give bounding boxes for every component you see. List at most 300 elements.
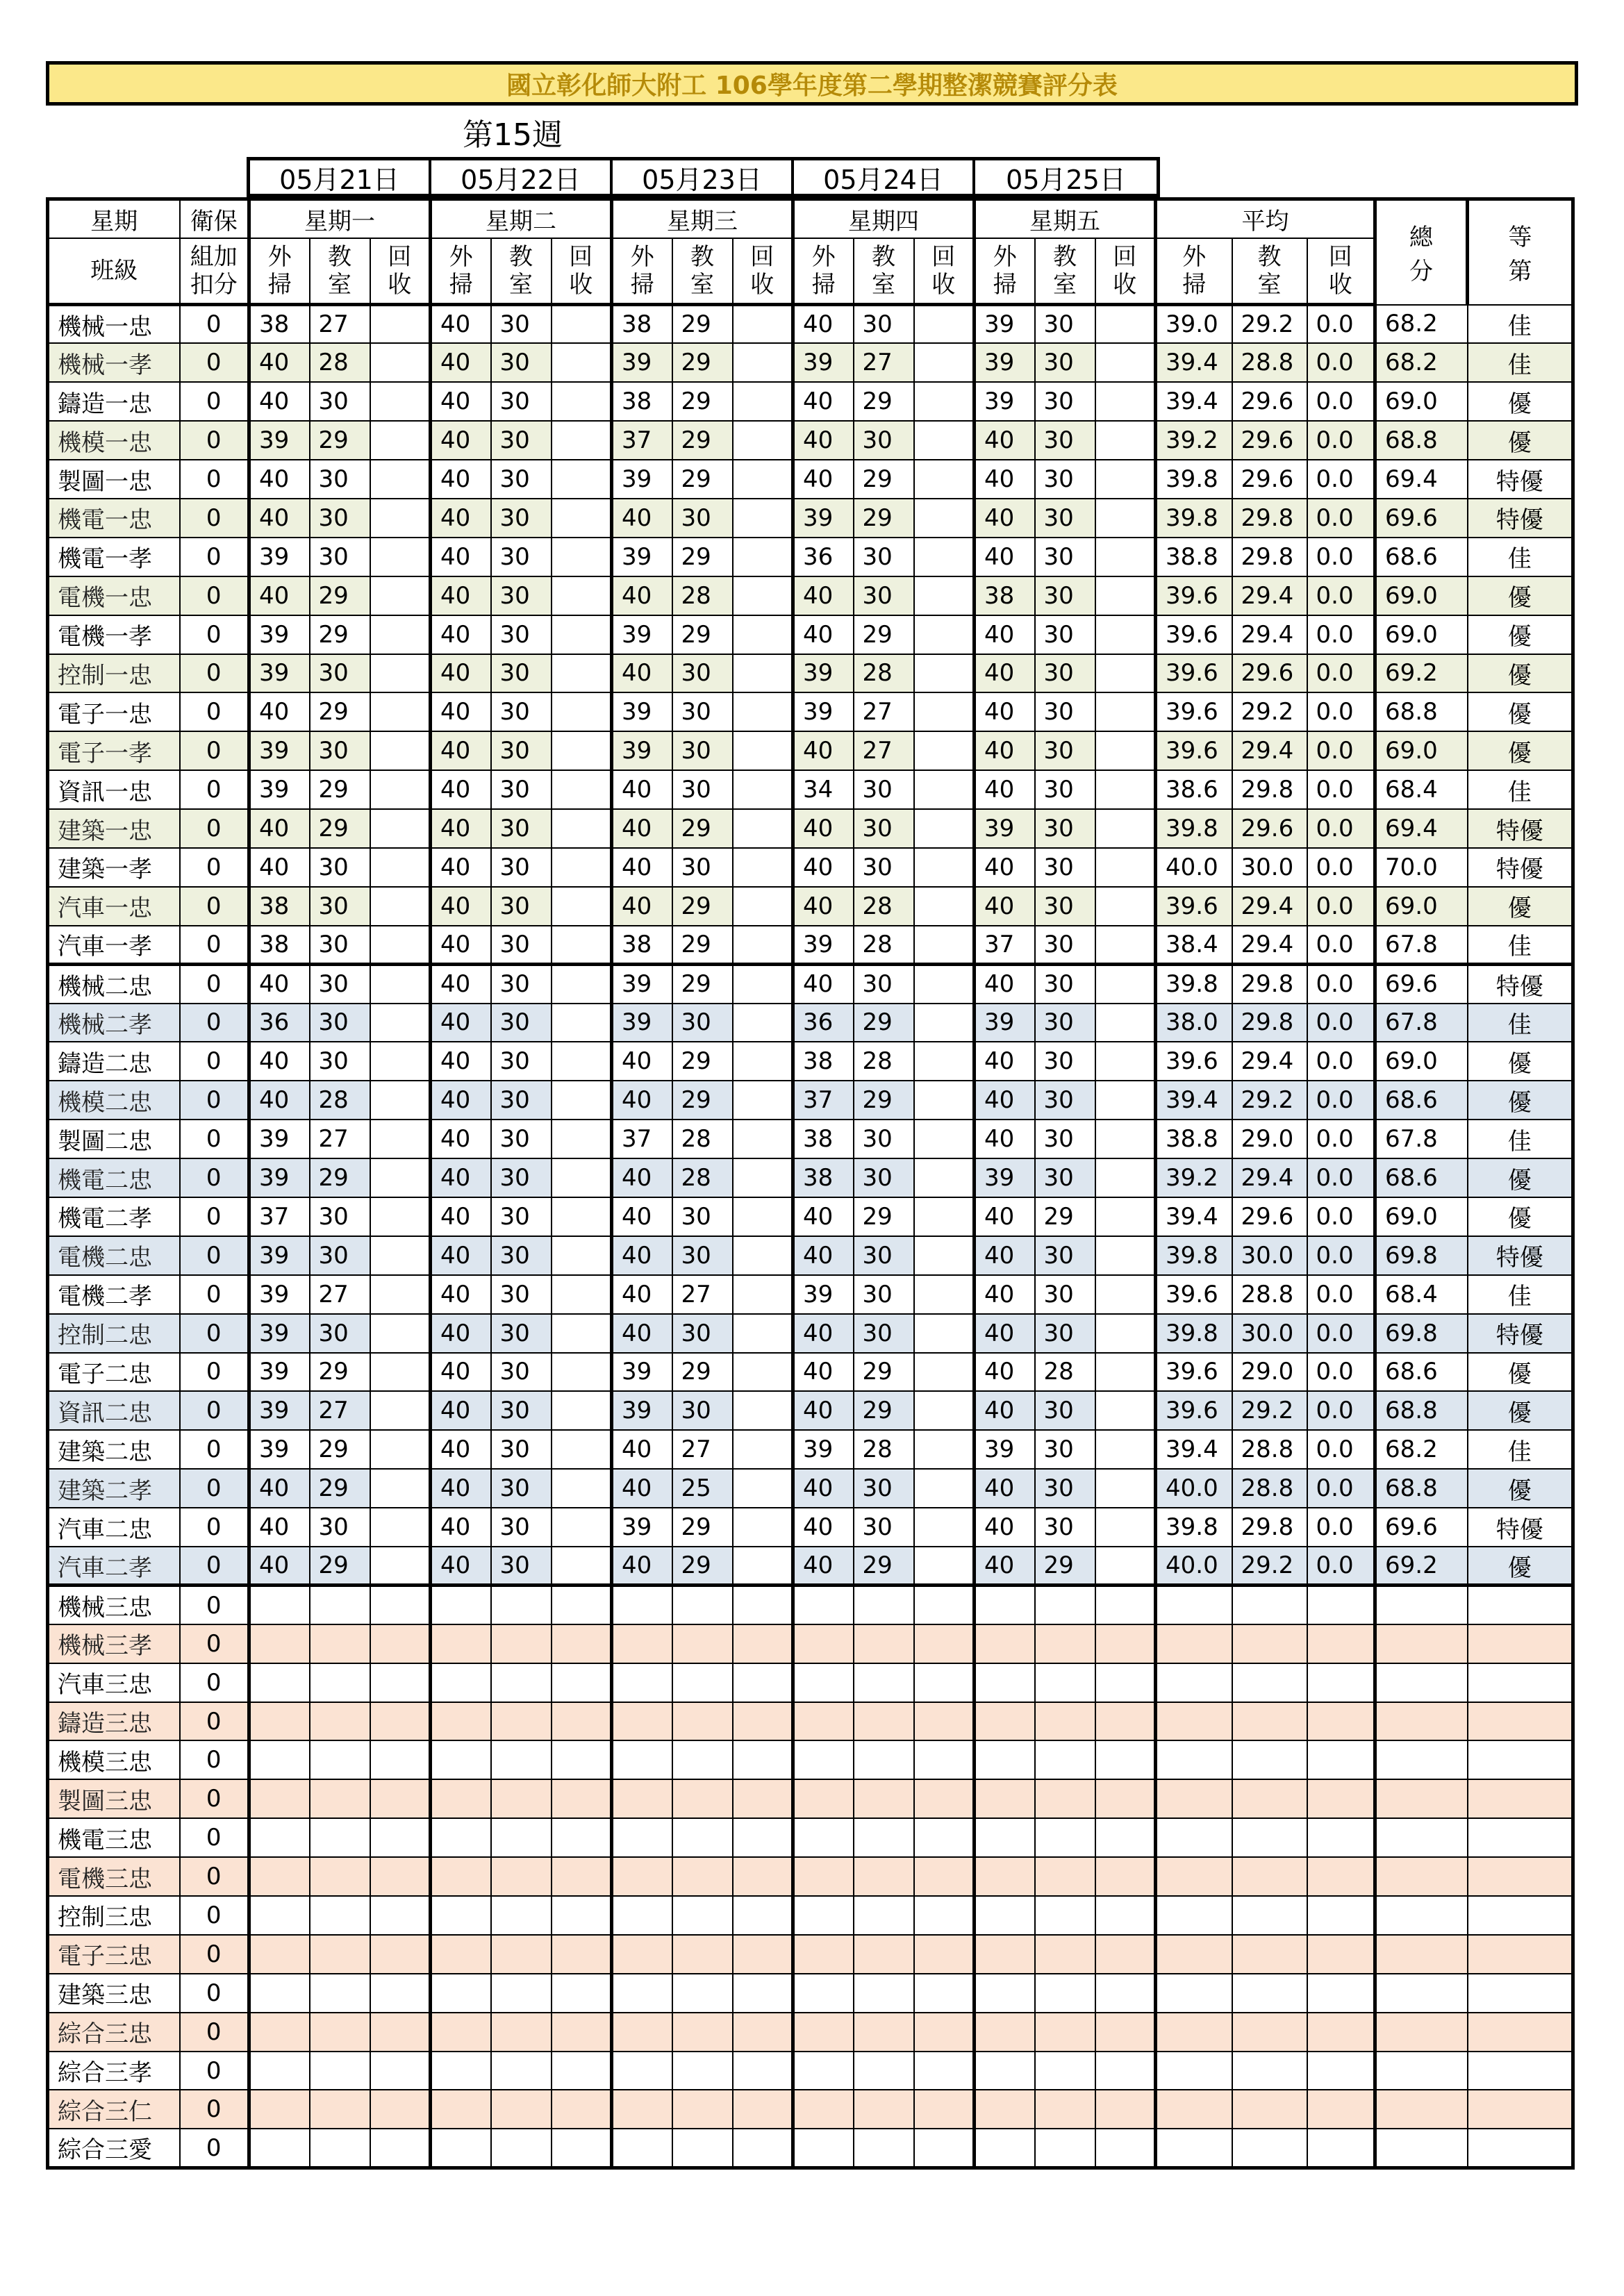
day-score-cell: 30 bbox=[1035, 1236, 1095, 1275]
day-score-cell: 39 bbox=[793, 1430, 854, 1469]
day-score-cell: 38 bbox=[793, 1120, 854, 1158]
day-score-cell: 29 bbox=[672, 460, 733, 499]
average-cell: 0.0 bbox=[1307, 305, 1375, 344]
average-cell: 29.6 bbox=[1232, 1197, 1307, 1236]
day-score-cell: 30 bbox=[854, 965, 914, 1004]
grade-value: 優 bbox=[1468, 1081, 1573, 1120]
day-score-cell bbox=[733, 1896, 793, 1935]
day-score-cell: 30 bbox=[1035, 770, 1095, 809]
day-score-cell: 30 bbox=[491, 1508, 552, 1547]
day-score-cell: 39 bbox=[249, 1353, 310, 1392]
day-score-cell: 40 bbox=[431, 1391, 491, 1430]
day-score-cell: 39 bbox=[249, 1314, 310, 1353]
day-score-cell bbox=[733, 809, 793, 848]
day-score-cell bbox=[431, 1586, 491, 1624]
grade-value: 佳 bbox=[1468, 343, 1573, 382]
day-score-cell: 30 bbox=[310, 1236, 370, 1275]
day-score-cell bbox=[914, 809, 975, 848]
day-score-cell bbox=[431, 1624, 491, 1663]
day-score-cell bbox=[975, 1663, 1035, 1702]
average-cell: 39.6 bbox=[1156, 1042, 1232, 1081]
day-score-cell bbox=[854, 1935, 914, 1974]
day-score-cell bbox=[552, 1120, 612, 1158]
day-score-cell bbox=[733, 1430, 793, 1469]
day-score-cell: 40 bbox=[793, 576, 854, 615]
sub-header-line2: 掃 bbox=[630, 270, 654, 299]
day-score-cell bbox=[914, 1004, 975, 1042]
day-score-cell: 40 bbox=[975, 770, 1035, 809]
weekday-label: 星期二 bbox=[431, 199, 612, 238]
day-score-cell: 29 bbox=[672, 809, 733, 848]
average-cell: 39.4 bbox=[1156, 1197, 1232, 1236]
day-score-cell bbox=[733, 1935, 793, 1974]
total-score bbox=[1375, 1857, 1468, 1896]
grade-value bbox=[1468, 2052, 1573, 2090]
day-score-cell: 29 bbox=[310, 1430, 370, 1469]
deduct-score: 0 bbox=[180, 1158, 249, 1197]
total-score bbox=[1375, 1624, 1468, 1663]
average-cell: 0.0 bbox=[1307, 809, 1375, 848]
day-score-cell bbox=[310, 2052, 370, 2090]
day-score-cell bbox=[1095, 615, 1156, 654]
day-score-cell bbox=[1095, 1663, 1156, 1702]
average-cell: 0.0 bbox=[1307, 1120, 1375, 1158]
day-score-cell bbox=[793, 1586, 854, 1624]
day-score-cell bbox=[1095, 965, 1156, 1004]
day-score-cell: 40 bbox=[249, 1547, 310, 1586]
table-row bbox=[48, 926, 1573, 965]
day-score-cell bbox=[733, 1586, 793, 1624]
day-score-cell: 30 bbox=[854, 421, 914, 460]
grade-value: 特優 bbox=[1468, 1314, 1573, 1353]
day-score-cell: 30 bbox=[1035, 965, 1095, 1004]
total-score: 68.2 bbox=[1375, 343, 1468, 382]
day-score-cell: 30 bbox=[1035, 654, 1095, 693]
day-score-cell: 40 bbox=[249, 460, 310, 499]
day-score-cell bbox=[370, 1275, 431, 1314]
day-score-cell bbox=[914, 1042, 975, 1081]
day-score-cell bbox=[310, 1740, 370, 1779]
grade-value: 優 bbox=[1468, 382, 1573, 421]
day-score-cell bbox=[914, 1857, 975, 1896]
sub-header bbox=[793, 238, 854, 305]
sub-header-line1: 教 bbox=[690, 242, 714, 271]
day-score-cell bbox=[914, 1624, 975, 1663]
day-score-cell bbox=[612, 1974, 672, 2013]
day-score-cell bbox=[1095, 1004, 1156, 1042]
grade-value: 優 bbox=[1468, 1042, 1573, 1081]
day-score-cell bbox=[1035, 1740, 1095, 1779]
total-score bbox=[1375, 1740, 1468, 1779]
sub-header bbox=[975, 238, 1035, 305]
day-score-cell bbox=[552, 1430, 612, 1469]
table-row bbox=[48, 1896, 1573, 1935]
average-cell: 40.0 bbox=[1156, 1547, 1232, 1586]
deduct-score: 0 bbox=[180, 1935, 249, 1974]
total-score: 68.4 bbox=[1375, 1275, 1468, 1314]
total-score: 69.0 bbox=[1375, 1197, 1468, 1236]
day-score-cell bbox=[431, 1896, 491, 1935]
average-cell bbox=[1232, 1896, 1307, 1935]
deduct-score: 0 bbox=[180, 1391, 249, 1430]
class-name: 電子一忠 bbox=[48, 692, 180, 731]
class-name: 電機一忠 bbox=[48, 576, 180, 615]
average-cell: 39.2 bbox=[1156, 421, 1232, 460]
day-score-cell: 29 bbox=[854, 499, 914, 538]
average-cell bbox=[1307, 1663, 1375, 1702]
total-score bbox=[1375, 2052, 1468, 2090]
table-row bbox=[48, 1120, 1573, 1158]
day-score-cell bbox=[552, 1197, 612, 1236]
day-score-cell bbox=[431, 1974, 491, 2013]
day-score-cell bbox=[552, 965, 612, 1004]
average-cell: 29.4 bbox=[1232, 731, 1307, 770]
grade-value: 佳 bbox=[1468, 1120, 1573, 1158]
class-name: 資訊二忠 bbox=[48, 1391, 180, 1430]
average-cell bbox=[1307, 1818, 1375, 1857]
day-score-cell: 39 bbox=[793, 499, 854, 538]
table-row bbox=[48, 1624, 1573, 1663]
sub-header-line2: 室 bbox=[328, 270, 351, 299]
day-score-cell bbox=[975, 2013, 1035, 2052]
grade-value: 特優 bbox=[1468, 848, 1573, 887]
day-score-cell: 40 bbox=[612, 1275, 672, 1314]
deduct-header-line1: 衛保 bbox=[180, 199, 249, 238]
average-cell: 0.0 bbox=[1307, 538, 1375, 576]
class-name: 綜合三愛 bbox=[48, 2129, 180, 2168]
day-score-cell bbox=[310, 1935, 370, 1974]
day-score-cell bbox=[491, 1857, 552, 1896]
table-row bbox=[48, 809, 1573, 848]
day-score-cell bbox=[370, 965, 431, 1004]
day-score-cell bbox=[672, 2129, 733, 2168]
day-score-cell bbox=[431, 1740, 491, 1779]
day-score-cell bbox=[370, 1081, 431, 1120]
day-score-cell bbox=[854, 1586, 914, 1624]
class-name: 汽車一孝 bbox=[48, 926, 180, 965]
day-score-cell: 39 bbox=[612, 1391, 672, 1430]
day-score-cell bbox=[914, 1586, 975, 1624]
day-score-cell bbox=[733, 1314, 793, 1353]
day-score-cell bbox=[612, 1740, 672, 1779]
day-score-cell: 30 bbox=[1035, 1391, 1095, 1430]
day-score-cell: 39 bbox=[975, 1158, 1035, 1197]
total-score: 68.2 bbox=[1375, 305, 1468, 344]
day-score-cell: 40 bbox=[431, 1197, 491, 1236]
sub-header bbox=[1156, 238, 1232, 305]
average-cell: 29.6 bbox=[1232, 809, 1307, 848]
day-score-cell: 30 bbox=[1035, 343, 1095, 382]
sub-header-line1: 回 bbox=[750, 242, 774, 271]
day-score-cell: 39 bbox=[612, 692, 672, 731]
day-score-cell bbox=[1095, 1508, 1156, 1547]
total-score: 67.8 bbox=[1375, 1120, 1468, 1158]
day-score-cell bbox=[370, 1818, 431, 1857]
day-score-cell bbox=[854, 2052, 914, 2090]
deduct-score: 0 bbox=[180, 848, 249, 887]
day-score-cell bbox=[914, 2129, 975, 2168]
day-score-cell: 30 bbox=[672, 770, 733, 809]
day-score-cell bbox=[1095, 1586, 1156, 1624]
total-score bbox=[1375, 1974, 1468, 2013]
deduct-score: 0 bbox=[180, 615, 249, 654]
day-score-cell: 39 bbox=[612, 1353, 672, 1392]
day-score-cell: 29 bbox=[310, 692, 370, 731]
average-cell: 29.4 bbox=[1232, 1158, 1307, 1197]
total-score: 68.8 bbox=[1375, 1391, 1468, 1430]
average-cell: 29.8 bbox=[1232, 499, 1307, 538]
day-score-cell: 40 bbox=[431, 809, 491, 848]
table-row bbox=[48, 1663, 1573, 1702]
day-score-cell bbox=[914, 2013, 975, 2052]
day-score-cell bbox=[612, 1779, 672, 1818]
day-score-cell bbox=[1095, 1547, 1156, 1586]
sub-header-line1: 回 bbox=[1113, 242, 1137, 271]
day-score-cell bbox=[975, 1935, 1035, 1974]
sub-header-line1: 回 bbox=[388, 242, 412, 271]
day-score-cell: 30 bbox=[854, 1275, 914, 1314]
day-score-cell bbox=[914, 1353, 975, 1392]
day-score-cell bbox=[1095, 770, 1156, 809]
day-score-cell bbox=[854, 1702, 914, 1741]
day-score-cell bbox=[1035, 1624, 1095, 1663]
class-name: 製圖二忠 bbox=[48, 1120, 180, 1158]
average-cell: 0.0 bbox=[1307, 1004, 1375, 1042]
day-score-cell bbox=[552, 382, 612, 421]
grade-value: 佳 bbox=[1468, 1275, 1573, 1314]
day-score-cell: 39 bbox=[249, 421, 310, 460]
day-score-cell: 40 bbox=[975, 1120, 1035, 1158]
grade-value: 特優 bbox=[1468, 809, 1573, 848]
table-row bbox=[48, 770, 1573, 809]
average-cell: 29.2 bbox=[1232, 692, 1307, 731]
sub-header-line1: 回 bbox=[931, 242, 956, 271]
average-cell: 38.0 bbox=[1156, 1004, 1232, 1042]
day-score-cell: 30 bbox=[491, 1158, 552, 1197]
deduct-score: 0 bbox=[180, 2090, 249, 2129]
day-score-cell bbox=[1095, 460, 1156, 499]
average-cell: 0.0 bbox=[1307, 1469, 1375, 1508]
day-score-cell bbox=[552, 1547, 612, 1586]
day-score-cell bbox=[491, 1740, 552, 1779]
grade-value bbox=[1468, 1935, 1573, 1974]
table-row bbox=[48, 1702, 1573, 1741]
day-score-cell bbox=[914, 1779, 975, 1818]
date-cell: 05月21日 bbox=[250, 160, 431, 194]
day-score-cell: 30 bbox=[310, 1042, 370, 1081]
day-score-cell bbox=[914, 770, 975, 809]
day-score-cell: 30 bbox=[310, 848, 370, 887]
week-label: 第15週 bbox=[463, 117, 563, 153]
day-score-cell: 40 bbox=[793, 887, 854, 926]
day-score-cell bbox=[370, 1740, 431, 1779]
total-score: 69.8 bbox=[1375, 1236, 1468, 1275]
day-score-cell: 30 bbox=[1035, 731, 1095, 770]
table-row bbox=[48, 731, 1573, 770]
deduct-score: 0 bbox=[180, 965, 249, 1004]
day-score-cell bbox=[491, 1586, 552, 1624]
average-cell: 39.6 bbox=[1156, 731, 1232, 770]
day-score-cell: 40 bbox=[431, 731, 491, 770]
day-score-cell: 40 bbox=[612, 809, 672, 848]
day-score-cell bbox=[491, 1663, 552, 1702]
grade-value: 優 bbox=[1468, 1469, 1573, 1508]
day-score-cell bbox=[431, 2090, 491, 2129]
day-score-cell: 40 bbox=[431, 1120, 491, 1158]
sub-header bbox=[733, 238, 793, 305]
day-score-cell: 40 bbox=[975, 887, 1035, 926]
day-score-cell: 29 bbox=[672, 965, 733, 1004]
average-cell bbox=[1156, 1663, 1232, 1702]
day-score-cell: 30 bbox=[1035, 382, 1095, 421]
day-score-cell bbox=[914, 1469, 975, 1508]
deduct-score: 0 bbox=[180, 1469, 249, 1508]
day-score-cell bbox=[1095, 1740, 1156, 1779]
day-score-cell bbox=[1035, 1586, 1095, 1624]
day-score-cell: 40 bbox=[612, 576, 672, 615]
average-cell: 0.0 bbox=[1307, 1508, 1375, 1547]
day-score-cell: 39 bbox=[793, 654, 854, 693]
deduct-score: 0 bbox=[180, 2013, 249, 2052]
average-cell: 0.0 bbox=[1307, 731, 1375, 770]
day-score-cell bbox=[1095, 809, 1156, 848]
total-score bbox=[1375, 2129, 1468, 2168]
class-name: 綜合三孝 bbox=[48, 2052, 180, 2090]
day-score-cell bbox=[733, 1236, 793, 1275]
day-score-cell: 30 bbox=[491, 1353, 552, 1392]
day-score-cell bbox=[733, 1081, 793, 1120]
day-score-cell: 30 bbox=[672, 1004, 733, 1042]
table-row bbox=[48, 2013, 1573, 2052]
average-cell bbox=[1232, 2052, 1307, 2090]
average-cell: 29.2 bbox=[1232, 1081, 1307, 1120]
day-score-cell bbox=[370, 1120, 431, 1158]
day-score-cell bbox=[370, 1974, 431, 2013]
day-score-cell: 37 bbox=[612, 1120, 672, 1158]
day-score-cell bbox=[552, 887, 612, 926]
average-cell: 29.8 bbox=[1232, 1004, 1307, 1042]
average-cell bbox=[1232, 1740, 1307, 1779]
total-score: 67.8 bbox=[1375, 926, 1468, 965]
day-score-cell: 40 bbox=[975, 848, 1035, 887]
day-score-cell: 29 bbox=[1035, 1197, 1095, 1236]
deduct-score: 0 bbox=[180, 460, 249, 499]
day-score-cell bbox=[672, 1663, 733, 1702]
day-score-cell: 37 bbox=[975, 926, 1035, 965]
day-score-cell bbox=[370, 692, 431, 731]
day-score-cell: 29 bbox=[854, 615, 914, 654]
deduct-score: 0 bbox=[180, 1236, 249, 1275]
day-score-cell bbox=[854, 1857, 914, 1896]
day-score-cell: 40 bbox=[249, 809, 310, 848]
day-score-cell: 40 bbox=[431, 576, 491, 615]
total-score: 69.2 bbox=[1375, 1547, 1468, 1586]
day-score-cell: 30 bbox=[310, 965, 370, 1004]
day-score-cell bbox=[1035, 2052, 1095, 2090]
day-score-cell bbox=[854, 1740, 914, 1779]
day-score-cell: 39 bbox=[975, 305, 1035, 344]
table-row bbox=[48, 654, 1573, 693]
table-row bbox=[48, 1974, 1573, 2013]
total-score: 69.0 bbox=[1375, 1042, 1468, 1081]
day-score-cell bbox=[1095, 1857, 1156, 1896]
day-score-cell: 38 bbox=[249, 926, 310, 965]
day-score-cell bbox=[1035, 2129, 1095, 2168]
average-cell bbox=[1307, 2090, 1375, 2129]
day-score-cell bbox=[552, 576, 612, 615]
class-name: 汽車一忠 bbox=[48, 887, 180, 926]
day-score-cell bbox=[733, 1624, 793, 1663]
day-score-cell bbox=[249, 1974, 310, 2013]
table-row bbox=[48, 460, 1573, 499]
day-score-cell bbox=[552, 1818, 612, 1857]
day-score-cell bbox=[612, 1663, 672, 1702]
grade-value: 佳 bbox=[1468, 1430, 1573, 1469]
day-score-cell: 40 bbox=[431, 1081, 491, 1120]
day-score-cell: 39 bbox=[249, 1430, 310, 1469]
sub-header-line2: 室 bbox=[872, 270, 895, 299]
day-score-cell bbox=[793, 1857, 854, 1896]
day-score-cell bbox=[733, 1663, 793, 1702]
day-score-cell bbox=[733, 965, 793, 1004]
average-cell: 0.0 bbox=[1307, 343, 1375, 382]
day-score-cell bbox=[975, 1702, 1035, 1741]
day-score-cell bbox=[552, 1158, 612, 1197]
day-score-cell bbox=[310, 1586, 370, 1624]
day-score-cell bbox=[793, 1663, 854, 1702]
grade-value bbox=[1468, 2129, 1573, 2168]
day-score-cell bbox=[370, 1508, 431, 1547]
day-score-cell: 30 bbox=[1035, 809, 1095, 848]
sub-header bbox=[370, 238, 431, 305]
average-cell: 0.0 bbox=[1307, 1391, 1375, 1430]
deduct-score: 0 bbox=[180, 1314, 249, 1353]
deduct-score: 0 bbox=[180, 1702, 249, 1741]
day-score-cell bbox=[552, 1314, 612, 1353]
day-score-cell bbox=[733, 576, 793, 615]
day-score-cell bbox=[672, 1740, 733, 1779]
day-score-cell: 40 bbox=[431, 538, 491, 576]
day-score-cell bbox=[672, 2013, 733, 2052]
day-score-cell bbox=[552, 1391, 612, 1430]
day-score-cell bbox=[1095, 1353, 1156, 1392]
deduct-header-line2: 組加 bbox=[190, 242, 238, 271]
day-score-cell bbox=[914, 343, 975, 382]
day-score-cell bbox=[249, 1702, 310, 1741]
average-cell: 30.0 bbox=[1232, 1314, 1307, 1353]
day-score-cell bbox=[914, 576, 975, 615]
sub-header-line2: 收 bbox=[931, 270, 956, 299]
deduct-score: 0 bbox=[180, 887, 249, 926]
day-score-cell: 29 bbox=[672, 421, 733, 460]
day-score-cell bbox=[793, 1702, 854, 1741]
day-score-cell bbox=[491, 1702, 552, 1741]
average-cell: 29.8 bbox=[1232, 1508, 1307, 1547]
day-score-cell: 30 bbox=[491, 1469, 552, 1508]
table-row bbox=[48, 965, 1573, 1004]
day-score-cell: 39 bbox=[249, 770, 310, 809]
class-name: 綜合三忠 bbox=[48, 2013, 180, 2052]
average-cell: 39.6 bbox=[1156, 1353, 1232, 1392]
day-score-cell bbox=[552, 1004, 612, 1042]
day-score-cell: 40 bbox=[249, 1508, 310, 1547]
day-score-cell: 30 bbox=[854, 1158, 914, 1197]
average-cell: 29.4 bbox=[1232, 887, 1307, 926]
day-score-cell: 30 bbox=[1035, 1508, 1095, 1547]
day-score-cell bbox=[612, 1857, 672, 1896]
day-score-cell bbox=[1095, 1042, 1156, 1081]
day-score-cell: 29 bbox=[854, 460, 914, 499]
